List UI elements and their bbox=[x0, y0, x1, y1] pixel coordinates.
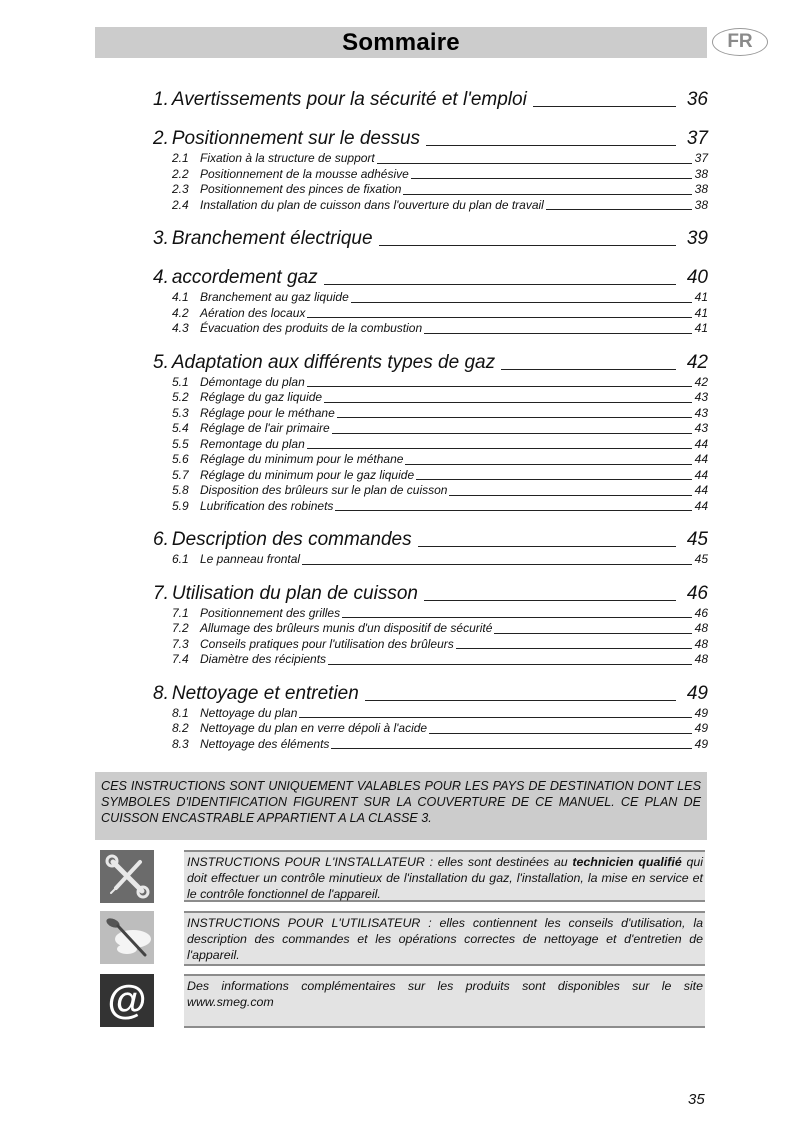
subsection-title: Allumage des brûleurs munis d'un dispositif de sécurité bbox=[200, 621, 493, 635]
subsection-title: Aération des locaux bbox=[200, 305, 306, 320]
subsection-page: 48 bbox=[694, 652, 708, 666]
chapter-number: 3. bbox=[153, 228, 169, 249]
leader-line bbox=[546, 209, 692, 210]
chapter-title: Nettoyage et entretien bbox=[171, 682, 359, 704]
leader-line bbox=[332, 433, 692, 434]
chapter-page: 37 bbox=[686, 128, 708, 149]
subsection-page: 43 bbox=[694, 390, 708, 404]
subsection-page: 41 bbox=[694, 305, 708, 320]
toc-subsection[interactable] bbox=[153, 375, 708, 391]
subsection-number: 8.2 bbox=[172, 721, 189, 735]
leader-line bbox=[328, 664, 692, 665]
toc-subsection[interactable] bbox=[153, 721, 708, 737]
subsection-number: 5.5 bbox=[172, 436, 189, 451]
subsection-title: Branchement au gaz liquide bbox=[200, 290, 349, 304]
leader-line bbox=[405, 464, 692, 465]
subsection-page: 48 bbox=[694, 621, 708, 635]
header-bar bbox=[95, 27, 707, 58]
leader-line bbox=[426, 144, 676, 146]
subsection-title: Remontage du plan bbox=[200, 436, 305, 451]
subsection-number: 7.1 bbox=[172, 605, 189, 620]
leader-line bbox=[424, 599, 676, 601]
leader-line bbox=[456, 648, 692, 649]
toc-subsection[interactable] bbox=[153, 151, 708, 167]
leader-line bbox=[324, 283, 676, 285]
subsection-title: Nettoyage des éléments bbox=[200, 736, 330, 751]
subsection-page: 37 bbox=[694, 151, 708, 165]
subsection-page: 44 bbox=[694, 452, 708, 466]
user-text: INSTRUCTIONS POUR L'UTILISATEUR : elles contiennent les conseils d'utilisation, la description des commandes et les opérations correctes de nettoyage et d'entretien de l'appareil. bbox=[184, 911, 705, 966]
chapter-number: 8. bbox=[153, 682, 169, 704]
leader-line bbox=[299, 717, 692, 718]
subsection-title: Fixation à la structure de support bbox=[200, 151, 375, 165]
subsection-page: 41 bbox=[694, 290, 708, 304]
chapter-title: Description des commandes bbox=[171, 529, 412, 550]
subsection-page: 45 bbox=[694, 552, 708, 566]
leader-line bbox=[424, 333, 692, 334]
leader-line bbox=[449, 495, 692, 496]
tools-icon bbox=[100, 850, 154, 903]
leader-line bbox=[411, 178, 692, 179]
toc-chapter[interactable] bbox=[153, 266, 708, 290]
chapter-page: 49 bbox=[686, 682, 708, 704]
chef-spoon-icon bbox=[100, 911, 154, 964]
subsection-page: 43 bbox=[694, 421, 708, 435]
leader-line bbox=[429, 733, 692, 734]
subsection-number: 6.1 bbox=[172, 552, 189, 566]
leader-line bbox=[307, 448, 692, 449]
toc-subsection[interactable] bbox=[153, 437, 708, 453]
installer-text: INSTRUCTIONS POUR L'INSTALLATEUR : elles sont destinées au technicien qualifié qui doit effectuer un contrôle minutieux de l'installation du gaz, l'installation, la mise en service et le contrôle fonctionnel de l'appareil. bbox=[184, 850, 705, 902]
subsection-title: Démontage du plan bbox=[200, 374, 305, 389]
chapter-page: 36 bbox=[686, 89, 708, 110]
subsection-number: 8.3 bbox=[172, 736, 189, 751]
subsection-number: 4.3 bbox=[172, 321, 189, 335]
chapter-page: 45 bbox=[686, 529, 708, 550]
subsection-title: Le panneau frontal bbox=[200, 552, 301, 566]
subsection-number: 8.1 bbox=[172, 705, 189, 720]
subsection-title: Conseils pratiques pour l'utilisation des brûleurs bbox=[200, 636, 454, 651]
subsection-title: Réglage pour le méthane bbox=[200, 405, 335, 420]
leader-line bbox=[307, 386, 692, 387]
language-badge: FR bbox=[712, 28, 768, 56]
leader-line bbox=[403, 194, 692, 195]
subsection-page: 49 bbox=[694, 736, 708, 751]
subsection-page: 49 bbox=[694, 705, 708, 720]
chapter-page: 42 bbox=[686, 351, 708, 373]
toc-subsection[interactable] bbox=[153, 421, 708, 437]
subsection-page: 49 bbox=[694, 721, 708, 735]
leader-line bbox=[418, 545, 676, 547]
subsection-title: Réglage du gaz liquide bbox=[200, 390, 323, 404]
subsection-page: 46 bbox=[694, 605, 708, 620]
toc-subsection[interactable] bbox=[153, 290, 708, 306]
toc-subsection[interactable] bbox=[153, 652, 708, 668]
subsection-number: 4.2 bbox=[172, 305, 189, 320]
leader-line bbox=[501, 368, 676, 370]
subsection-number: 5.7 bbox=[172, 467, 189, 482]
chapter-title: Positionnement sur le dessus bbox=[171, 128, 421, 149]
toc-subsection[interactable] bbox=[153, 406, 708, 422]
subsection-title: Nettoyage du plan bbox=[200, 705, 298, 720]
toc-chapter[interactable] bbox=[153, 528, 708, 552]
toc-chapter[interactable] bbox=[153, 351, 708, 375]
toc-subsection[interactable] bbox=[153, 737, 708, 753]
subsection-number: 5.6 bbox=[172, 452, 189, 466]
subsection-title: Disposition des brûleurs sur le plan de cuisson bbox=[200, 483, 448, 497]
chapter-page: 46 bbox=[686, 582, 708, 604]
toc-chapter[interactable] bbox=[153, 582, 708, 606]
chapter-title: Branchement électrique bbox=[171, 228, 373, 249]
toc-subsection[interactable] bbox=[153, 198, 708, 214]
subsection-title: Positionnement des grilles bbox=[200, 605, 341, 620]
toc-chapter[interactable] bbox=[153, 227, 708, 251]
subsection-number: 4.1 bbox=[172, 290, 189, 304]
subsection-number: 7.3 bbox=[172, 636, 189, 651]
toc-subsection[interactable] bbox=[153, 390, 708, 406]
toc-subsection[interactable] bbox=[153, 621, 708, 637]
subsection-title: Réglage de l'air primaire bbox=[200, 421, 330, 435]
subsection-title: Réglage du minimum pour le méthane bbox=[200, 452, 404, 466]
chapter-title: Utilisation du plan de cuisson bbox=[171, 582, 418, 604]
subsection-number: 7.2 bbox=[172, 621, 189, 635]
subsection-page: 44 bbox=[694, 498, 708, 513]
subsection-number: 5.2 bbox=[172, 390, 189, 404]
subsection-number: 2.1 bbox=[172, 151, 189, 165]
subsection-page: 44 bbox=[694, 483, 708, 497]
toc-subsection[interactable] bbox=[153, 167, 708, 183]
subsection-title: Positionnement des pinces de fixation bbox=[200, 182, 402, 196]
subsection-page: 48 bbox=[694, 636, 708, 651]
subsection-title: Diamètre des récipients bbox=[200, 652, 327, 666]
toc-subsection[interactable] bbox=[153, 452, 708, 468]
page-number: 35 bbox=[688, 1091, 705, 1108]
subsection-page: 38 bbox=[694, 182, 708, 196]
subsection-number: 5.1 bbox=[172, 374, 189, 389]
toc-chapter[interactable] bbox=[153, 127, 708, 151]
leader-line bbox=[351, 302, 692, 303]
chapter-number: 5. bbox=[153, 351, 169, 373]
toc-subsection[interactable] bbox=[153, 321, 708, 337]
chapter-page: 40 bbox=[686, 267, 708, 288]
svg-text:@: @ bbox=[107, 978, 147, 1022]
subsection-title: Nettoyage du plan en verre dépoli à l'acide bbox=[200, 721, 428, 735]
subsection-title: Évacuation des produits de la combustion bbox=[200, 321, 423, 335]
leader-line bbox=[365, 699, 676, 701]
leader-line bbox=[307, 317, 692, 318]
leader-line bbox=[377, 163, 692, 164]
subsection-number: 2.2 bbox=[172, 166, 189, 181]
chapter-title: accordement gaz bbox=[171, 267, 318, 288]
leader-line bbox=[324, 402, 692, 403]
toc-chapter[interactable] bbox=[153, 682, 708, 706]
subsection-page: 42 bbox=[694, 374, 708, 389]
toc-subsection[interactable] bbox=[153, 706, 708, 722]
subsection-page: 38 bbox=[694, 166, 708, 181]
toc-subsection[interactable] bbox=[153, 606, 708, 622]
country-notice: CES INSTRUCTIONS SONT UNIQUEMENT VALABLES POUR LES PAYS DE DESTINATION DONT LES SYMBOLES D'IDENTIFICATION FIGURENT SUR LA COUVERTURE DE CE MANUEL. CE PLAN DE CUISSON ENCASTRABLE APPARTIENT A LA CLASSE 3. bbox=[95, 772, 707, 840]
leader-line bbox=[416, 479, 692, 480]
subsection-page: 38 bbox=[694, 197, 708, 212]
subsection-number: 2.4 bbox=[172, 197, 189, 212]
table-of-contents bbox=[153, 88, 708, 752]
leader-line bbox=[302, 564, 692, 565]
chapter-number: 7. bbox=[153, 582, 169, 604]
chapter-number: 6. bbox=[153, 529, 169, 550]
subsection-number: 7.4 bbox=[172, 652, 189, 666]
subsection-number: 5.3 bbox=[172, 405, 189, 420]
leader-line bbox=[533, 105, 676, 107]
toc-subsection[interactable] bbox=[153, 182, 708, 198]
toc-subsection[interactable] bbox=[153, 637, 708, 653]
at-sign-icon bbox=[100, 974, 154, 1027]
chapter-number: 4. bbox=[153, 267, 169, 288]
website-text: Des informations complémentaires sur les produits sont disponibles sur le site www.smeg.com bbox=[184, 974, 705, 1028]
chapter-number: 2. bbox=[153, 128, 169, 149]
leader-line bbox=[379, 244, 676, 246]
leader-line bbox=[342, 617, 692, 618]
toc-subsection[interactable] bbox=[153, 306, 708, 322]
subsection-number: 5.9 bbox=[172, 498, 189, 513]
subsection-title: Positionnement de la mousse adhésive bbox=[200, 166, 409, 181]
subsection-number: 2.3 bbox=[172, 182, 189, 196]
toc-subsection[interactable] bbox=[153, 552, 708, 568]
subsection-title: Installation du plan de cuisson dans l'ouverture du plan de travail bbox=[200, 197, 544, 212]
subsection-number: 5.4 bbox=[172, 421, 189, 435]
chapter-title: Avertissements pour la sécurité et l'emploi bbox=[171, 89, 527, 110]
subsection-title: Lubrification des robinets bbox=[200, 498, 334, 513]
subsection-page: 44 bbox=[694, 436, 708, 451]
subsection-title: Réglage du minimum pour le gaz liquide bbox=[200, 467, 415, 482]
chapter-number: 1. bbox=[153, 89, 169, 110]
chapter-page: 39 bbox=[686, 228, 708, 249]
subsection-page: 43 bbox=[694, 405, 708, 420]
toc-chapter[interactable] bbox=[153, 88, 708, 112]
leader-line bbox=[337, 417, 692, 418]
leader-line bbox=[335, 510, 692, 511]
page-title: Sommaire bbox=[342, 28, 460, 56]
chapter-title: Adaptation aux différents types de gaz bbox=[171, 351, 496, 373]
subsection-page: 44 bbox=[694, 467, 708, 482]
subsection-number: 5.8 bbox=[172, 483, 189, 497]
toc-subsection[interactable] bbox=[153, 483, 708, 499]
leader-line bbox=[331, 748, 692, 749]
toc-subsection[interactable] bbox=[153, 499, 708, 515]
toc-subsection[interactable] bbox=[153, 468, 708, 484]
subsection-page: 41 bbox=[694, 321, 708, 335]
leader-line bbox=[494, 633, 692, 634]
